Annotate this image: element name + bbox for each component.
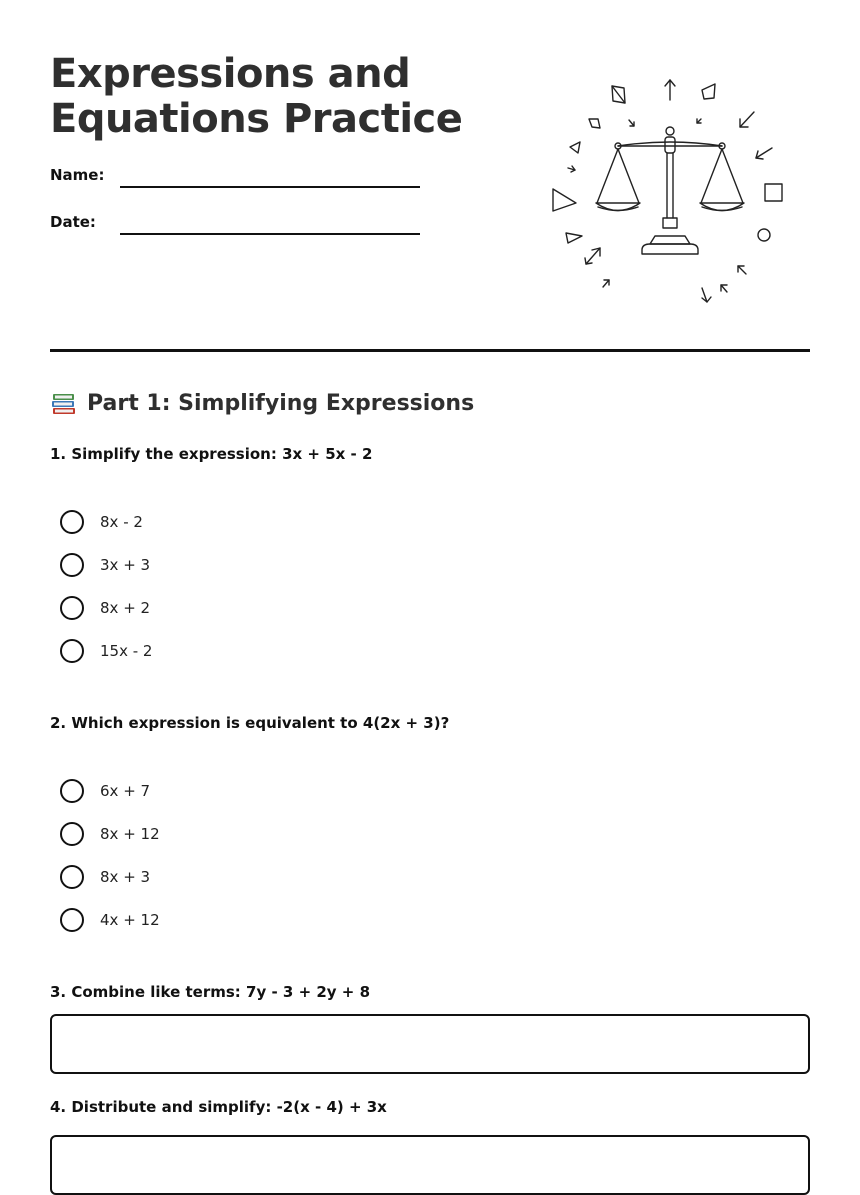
radio-button[interactable] (60, 822, 84, 846)
date-label: Date: (50, 213, 96, 231)
worksheet-title-line-2: Equations Practice (50, 96, 463, 142)
q1-option-c[interactable] (60, 595, 150, 621)
option-label: 8x - 2 (100, 513, 143, 531)
radio-button[interactable] (60, 908, 84, 932)
q3-answer-box[interactable] (50, 1014, 810, 1074)
radio-button[interactable] (60, 553, 84, 577)
option-label: 3x + 3 (100, 556, 151, 574)
date-field[interactable] (120, 233, 420, 235)
radio-button[interactable] (60, 510, 84, 534)
q2-option-a[interactable] (60, 778, 150, 804)
question-2: 2. Which expression is equivalent to 4(2x + 3)? (50, 714, 450, 732)
worksheet-title (50, 52, 462, 142)
section-title-text: Part 1: Simplifying Expressions (87, 391, 475, 416)
q1-option-b[interactable] (60, 552, 150, 578)
name-field[interactable] (120, 186, 420, 188)
radio-button[interactable] (60, 639, 84, 663)
q1-option-d[interactable] (60, 638, 152, 664)
q2-option-c[interactable] (60, 864, 150, 890)
worksheet-title-line-1: Expressions and (50, 51, 411, 97)
q1-option-a[interactable] (60, 509, 143, 535)
radio-button[interactable] (60, 779, 84, 803)
radio-button[interactable] (60, 865, 84, 889)
header-divider (50, 349, 810, 352)
books-icon (50, 391, 77, 418)
option-label: 6x + 7 (100, 782, 151, 800)
section-title-part-1 (50, 388, 474, 420)
balance-scale-icon (545, 70, 785, 310)
option-label: 8x + 3 (100, 868, 151, 886)
option-label: 15x - 2 (100, 642, 153, 660)
q2-option-d[interactable] (60, 907, 160, 933)
name-label: Name: (50, 166, 105, 184)
question-3: 3. Combine like terms: 7y - 3 + 2y + 8 (50, 983, 371, 1001)
q4-answer-box[interactable] (50, 1135, 810, 1195)
option-label: 4x + 12 (100, 911, 160, 929)
q2-option-b[interactable] (60, 821, 160, 847)
question-4: 4. Distribute and simplify: -2(x - 4) + 3x (50, 1098, 387, 1116)
question-1: 1. Simplify the expression: 3x + 5x - 2 (50, 445, 373, 463)
option-label: 8x + 12 (100, 825, 160, 843)
radio-button[interactable] (60, 596, 84, 620)
option-label: 8x + 2 (100, 599, 151, 617)
